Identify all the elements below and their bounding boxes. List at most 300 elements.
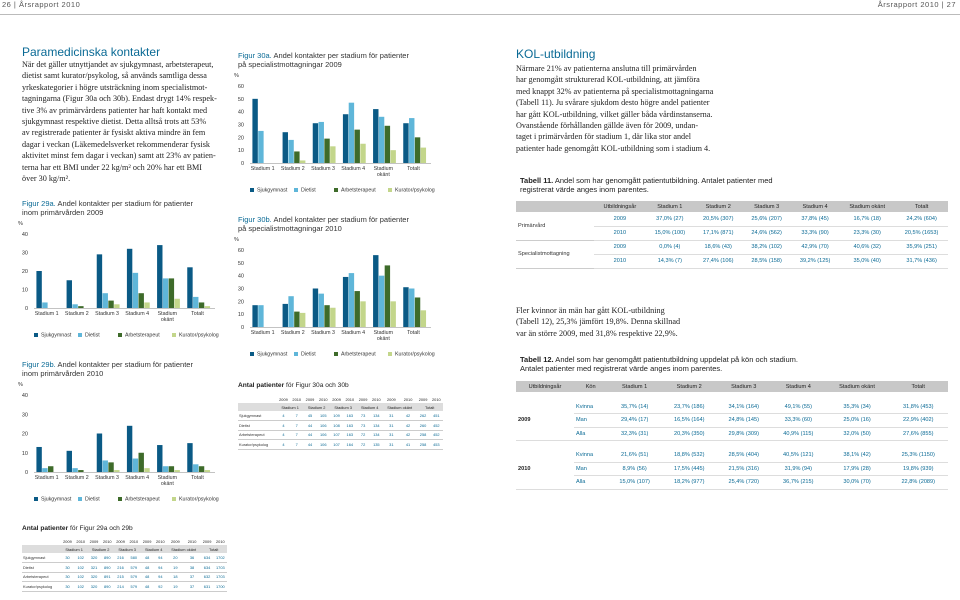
cell: 35,7% (14) <box>607 400 662 414</box>
y-tick-label: 0 <box>240 325 244 331</box>
legend-swatch <box>294 188 298 192</box>
year-header: 2010 <box>345 396 355 402</box>
table-row <box>22 563 227 573</box>
cell: 17,5% (445) <box>662 462 717 476</box>
y-tick-label: 30 <box>21 250 28 257</box>
row-label: Sjukgymnast <box>22 553 61 563</box>
text-line: terna har ett BMI under 22 kg/m² och 20% har ett BMI <box>22 162 203 172</box>
text-line: dagar i veckan (Läkemedelsverket rekommenderar fysisk <box>22 139 211 149</box>
column-header: Stadium 4 <box>771 381 826 392</box>
bar-arbetsterapeut <box>415 297 420 327</box>
bar-dietist <box>133 273 138 308</box>
bar-sjukgymnast <box>403 287 408 327</box>
cell: 102 <box>74 553 87 563</box>
cell: 632 <box>200 572 213 582</box>
cell: 7 <box>290 430 303 440</box>
year-cell: 2009 <box>594 240 645 254</box>
bar-arbetsterapeut <box>78 306 83 308</box>
legend-label: Kurator/psykolog <box>179 332 219 339</box>
year-header: 2009 <box>358 396 368 402</box>
legend-swatch <box>334 188 338 192</box>
column-header: Stadium 1 <box>61 545 88 553</box>
column-header: Stadium 4 <box>356 403 383 411</box>
kon-cell: Alla <box>574 476 607 490</box>
bar-dietist <box>349 103 354 163</box>
table-row <box>22 582 227 592</box>
legend-swatch <box>78 497 82 501</box>
count29-title: Antal patienter för Figur 29a och 29b <box>22 525 133 532</box>
cell: 579 <box>127 582 140 592</box>
table-row <box>516 476 948 490</box>
bar-sjukgymnast <box>343 114 348 163</box>
column-header: Stadium 3 <box>742 201 790 212</box>
cell: 890 <box>101 582 114 592</box>
column-header: Stadium 2 <box>694 201 742 212</box>
year-header: 2010 <box>102 538 112 544</box>
legend-swatch <box>118 497 122 501</box>
year-header: 2010 <box>432 396 441 402</box>
x-tick-label: Stadium 4 <box>125 311 150 317</box>
year-cell: 2009 <box>516 400 574 441</box>
year-header: 2009 <box>63 538 72 544</box>
bar-dietist <box>379 117 384 163</box>
column-header: Totalt <box>200 545 227 553</box>
cell: 20,5% (307) <box>694 212 742 226</box>
column-header: Totalt <box>416 403 443 411</box>
cell: 32,3% (31) <box>607 427 662 441</box>
x-tick-label: Stadium 1 <box>34 311 59 317</box>
cell: 73 <box>356 411 369 421</box>
y-tick-label: 10 <box>237 148 244 155</box>
bar-sjukgymnast <box>97 434 102 473</box>
legend-label: Arbetsterapeut <box>125 496 160 503</box>
cell: 134 <box>370 421 383 431</box>
cell: 40,5% (121) <box>771 449 826 463</box>
text-line: sjukgymnast respektive dietist. Detta alltså trots att 53% <box>22 117 207 127</box>
y-tick-label: 10 <box>21 287 28 294</box>
cell: 1703 <box>214 563 227 573</box>
cell: 72 <box>356 430 369 440</box>
year-header: 2009 <box>142 538 152 544</box>
table-row <box>238 440 443 450</box>
cell: 48 <box>140 572 153 582</box>
header-rule <box>0 14 960 15</box>
bar-sjukgymnast <box>36 447 41 472</box>
y-axis-label: % <box>18 221 23 227</box>
x-tick-label: Stadium 4 <box>341 166 366 172</box>
cell: 106 <box>317 440 330 450</box>
bar-kuratorpsykolog <box>144 302 149 308</box>
text-line: När det gäller utnyttjandet av sjukgymnast, arbetsterapeut, <box>22 60 214 69</box>
cell: 108 <box>330 421 343 431</box>
kon-cell: Man <box>574 414 607 428</box>
cell: 31 <box>383 411 400 421</box>
legend-label: Arbetsterapeut <box>341 351 376 358</box>
cell: 579 <box>127 563 140 573</box>
bar-dietist <box>409 118 414 163</box>
column-header: Stadium 2 <box>87 545 114 553</box>
cell: 453 <box>430 440 443 450</box>
cell: 163 <box>343 411 356 421</box>
table12-label: Tabell 12. <box>520 355 554 364</box>
bar-dietist <box>72 304 77 308</box>
year-cell: 2010 <box>594 226 645 240</box>
bar-dietist <box>319 122 324 163</box>
x-tick-label: okänt <box>160 317 174 323</box>
cell: 258 <box>416 440 429 450</box>
y-tick-label: 40 <box>21 232 28 238</box>
bar-kuratorpsykolog <box>144 468 149 472</box>
x-tick-label: Stadium 3 <box>311 330 335 336</box>
fig29b-chart <box>18 381 233 509</box>
text-line: av registrerade patienter är fysiskt aktiva mindre än fem <box>22 128 206 138</box>
year-header: 2009 <box>387 396 396 402</box>
text-line: har genomgått strukturerad KOL-utbildning, att jämföra <box>516 75 700 85</box>
column-header: Stadium 2 <box>303 403 330 411</box>
legend-swatch <box>172 497 176 501</box>
legend-swatch <box>294 352 298 356</box>
cell: 22,9% (402) <box>888 414 948 428</box>
fig29a-chart <box>18 220 233 345</box>
text-line: (Tabell 11). Ju svårare sjukdom desto högre andel patienter <box>516 98 710 108</box>
legend-swatch <box>78 333 82 337</box>
bar-kuratorpsykolog <box>421 148 426 163</box>
column-header: Stadium okänt <box>826 381 889 392</box>
cell: 42 <box>400 421 417 431</box>
cell: 40,6% (32) <box>839 240 895 254</box>
year-row <box>238 395 443 403</box>
bar-kuratorpsykolog <box>390 301 395 327</box>
legend-swatch <box>388 352 392 356</box>
y-axis-label: % <box>18 382 23 388</box>
table-row <box>238 411 443 421</box>
x-tick-label: Stadium <box>157 311 178 317</box>
cell: 891 <box>101 572 114 582</box>
x-tick-label: Stadium 4 <box>341 330 366 336</box>
bar-sjukgymnast <box>343 277 348 327</box>
group-label: Primärvård <box>516 212 594 240</box>
y-tick-label: 20 <box>237 299 244 306</box>
cell: 94 <box>154 553 167 563</box>
bar-sjukgymnast <box>252 99 257 163</box>
x-tick-label: Stadium 3 <box>311 166 335 172</box>
kon-cell: Man <box>574 462 607 476</box>
bar-dietist <box>319 294 324 327</box>
cell: 20 <box>167 553 184 563</box>
legend-swatch <box>250 188 254 192</box>
cell: 7 <box>290 411 303 421</box>
text-line: (Tabell 12), 25,3% jämfört 19,8%. Denna skillnad <box>516 317 681 327</box>
column-header: Stadium 3 <box>716 381 771 392</box>
cell: 31,8% (453) <box>888 400 948 414</box>
bar-sjukgymnast <box>283 304 288 327</box>
cell: 19,8% (939) <box>888 462 948 476</box>
cell: 25,0% (16) <box>826 414 889 428</box>
table11 <box>516 201 948 269</box>
legend-swatch <box>34 333 38 337</box>
row-label: Dietist <box>238 421 277 431</box>
cell: 32,0% (50) <box>826 427 889 441</box>
bar-dietist <box>103 293 108 308</box>
column-header: Stadium okänt <box>839 201 895 212</box>
bar-arbetsterapeut <box>139 453 144 472</box>
cell: 31 <box>383 430 400 440</box>
page-header-left: 26 | Årsrapport 2010 <box>2 0 81 9</box>
cell: 18 <box>167 572 184 582</box>
cell: 23,7% (186) <box>662 400 717 414</box>
bar-sjukgymnast <box>157 445 162 472</box>
year-header: 2010 <box>403 396 413 402</box>
year-header: 2009 <box>418 396 428 402</box>
year-cell: 2010 <box>594 254 645 268</box>
x-tick-label: Stadium 3 <box>95 475 119 481</box>
cell: 29,8% (309) <box>716 427 771 441</box>
cell: 30 <box>61 553 74 563</box>
cell: 102 <box>74 572 87 582</box>
bar-arbetsterapeut <box>199 466 204 472</box>
cell: 25,6% (207) <box>742 212 790 226</box>
table-row <box>238 421 443 431</box>
cell: 18,8% (532) <box>662 449 717 463</box>
year-header: 2009 <box>171 538 180 544</box>
bar-kuratorpsykolog <box>205 306 210 308</box>
cell: 164 <box>343 440 356 450</box>
legend-label: Arbetsterapeut <box>341 187 376 194</box>
table-row <box>516 449 948 463</box>
x-tick-label: Stadium 2 <box>64 475 89 481</box>
x-tick-label: okänt <box>376 172 390 178</box>
y-tick-label: 40 <box>237 109 244 116</box>
legend-label: Arbetsterapeut <box>125 332 160 339</box>
column-header-row <box>22 545 227 553</box>
table11-title: Tabell 11. Andel som har genomgått patientutbildning. Antalet patienter med registrerat värde anges inom parentes. <box>520 176 773 195</box>
table-row <box>516 427 948 441</box>
year-header: 2010 <box>156 538 165 544</box>
row-label: Kurator/psykolog <box>238 440 277 450</box>
cell: 18,2% (977) <box>662 476 717 490</box>
bar-dietist <box>163 278 168 308</box>
bar-dietist <box>288 296 293 327</box>
bar-arbetsterapeut <box>324 139 329 163</box>
cell: 451 <box>430 411 443 421</box>
year-header: 2009 <box>202 538 212 544</box>
count30-table <box>238 395 443 450</box>
cell: 33,3% (90) <box>791 226 839 240</box>
cell: 44 <box>303 421 316 431</box>
x-tick-label: Stadium <box>373 330 394 336</box>
text-line: var än större 2009, med 31,8% respektive 22,9%. <box>516 328 678 338</box>
year-header: 2010 <box>76 538 86 544</box>
column-header: Totalt <box>895 201 948 212</box>
cell: 19 <box>167 582 184 592</box>
cell: 37 <box>184 582 201 592</box>
cell: 0,0% (4) <box>646 240 694 254</box>
cell: 42 <box>400 430 417 440</box>
y-tick-label: 30 <box>21 412 28 419</box>
kol-paragraph-1 <box>516 63 761 154</box>
cell: 24,8% (145) <box>716 414 771 428</box>
y-tick-label: 60 <box>237 248 244 254</box>
bar-sjukgymnast <box>97 254 102 308</box>
cell: 38,1% (42) <box>826 449 889 463</box>
cell: 106 <box>317 430 330 440</box>
bar-arbetsterapeut <box>324 305 329 327</box>
year-header: 2009 <box>279 396 288 402</box>
cell: 37,0% (27) <box>646 212 694 226</box>
table12-title: Tabell 12. Andel som har genomgått patientutbildning uppdelat på kön och stadium. Antalet patienter med registrerat värde anges inom parentes. <box>520 355 798 374</box>
bar-dietist <box>349 273 354 327</box>
x-tick-label: Stadium 2 <box>64 311 89 317</box>
fig29b-label: Figur 29b. <box>22 360 56 369</box>
text-line: aktivitet minst fem dagar i veckan) samt att 23% av patien- <box>22 151 216 161</box>
cell: 30,0% (70) <box>826 476 889 490</box>
bar-dietist <box>193 464 198 472</box>
y-tick-label: 20 <box>21 269 28 275</box>
cell: 4 <box>277 430 290 440</box>
cell: 21,5% (316) <box>716 462 771 476</box>
kol-paragraph-2 <box>516 305 761 339</box>
cell: 109 <box>330 411 343 421</box>
bar-dietist <box>288 140 293 163</box>
table-row <box>516 462 948 476</box>
bar-sjukgymnast <box>157 245 162 308</box>
bar-dietist <box>163 466 168 472</box>
text-line: Närmare 21% av patienterna anslutna till primärvården <box>516 64 697 73</box>
text-line: har gått KOL-utbildning, vilket gäller båda vårdinstanserna. <box>516 109 713 119</box>
text-line: dietist samt kurator/psykolog, så används samtliga dessa <box>22 71 207 81</box>
y-tick-label: 50 <box>237 260 244 267</box>
cell: 36 <box>184 553 201 563</box>
cell: 4 <box>277 440 290 450</box>
bar-dietist <box>258 305 263 327</box>
year-header: 2010 <box>318 396 328 402</box>
y-axis-label: % <box>234 237 239 243</box>
y-tick-label: 10 <box>21 450 28 457</box>
legend-swatch <box>250 352 254 356</box>
x-tick-label: Stadium <box>157 475 178 481</box>
cell: 28,5% (404) <box>716 449 771 463</box>
bar-dietist <box>42 302 47 308</box>
cell: 94 <box>154 563 167 573</box>
page-header-right: Årsrapport 2010 | 27 <box>877 0 956 9</box>
y-tick-label: 30 <box>237 286 244 293</box>
legend-label: Sjukgymnast <box>41 496 72 503</box>
section-title-paramedicinska: Paramedicinska kontakter <box>22 45 161 59</box>
year-header: 2009 <box>89 538 99 544</box>
cell: 214 <box>114 582 127 592</box>
cell: 4 <box>277 421 290 431</box>
x-tick-label: Stadium 4 <box>125 475 150 481</box>
bar-arbetsterapeut <box>169 278 174 308</box>
x-tick-label: Totalt <box>407 166 420 172</box>
cell: 631 <box>200 582 213 592</box>
legend-swatch <box>388 188 392 192</box>
section-title-kol: KOL-utbildning <box>516 47 596 61</box>
bar-kuratorpsykolog <box>300 313 305 327</box>
text-line: över 30 kg/m². <box>22 174 71 184</box>
year-header: 2010 <box>292 396 302 402</box>
bar-dietist <box>258 131 263 163</box>
cell: 107 <box>330 430 343 440</box>
cell: 42 <box>400 411 417 421</box>
y-tick-label: 20 <box>237 135 244 142</box>
y-tick-label: 30 <box>237 122 244 129</box>
bar-kuratorpsykolog <box>114 470 119 472</box>
fig30a-label: Figur 30a. <box>238 51 272 60</box>
cell: 31,9% (94) <box>771 462 826 476</box>
bar-sjukgymnast <box>403 123 408 163</box>
cell: 1700 <box>214 582 227 592</box>
cell: 30 <box>61 572 74 582</box>
cell: 320 <box>87 572 100 582</box>
cell: 39,2% (125) <box>791 254 839 268</box>
year-header: 2010 <box>187 538 197 544</box>
bar-arbetsterapeut <box>169 466 174 472</box>
y-tick-label: 10 <box>237 312 244 319</box>
bar-arbetsterapeut <box>294 312 299 327</box>
bar-arbetsterapeut <box>355 130 360 163</box>
legend-label: Sjukgymnast <box>41 332 72 339</box>
cell: 22,8% (2089) <box>888 476 948 490</box>
year-header: 2009 <box>305 396 315 402</box>
bar-kuratorpsykolog <box>360 144 365 163</box>
table11-label: Tabell 11. <box>520 176 554 185</box>
cell: 890 <box>101 553 114 563</box>
cell: 102 <box>74 563 87 573</box>
fig30a-title: Figur 30a. Andel kontakter per stadium för patienter på specialistmottagningar 2009 <box>238 51 409 70</box>
kon-cell: Kvinna <box>574 449 607 463</box>
bar-sjukgymnast <box>127 249 132 308</box>
cell: 48 <box>140 582 153 592</box>
cell: 135 <box>370 440 383 450</box>
table-row <box>516 400 948 414</box>
x-tick-label: Stadium 1 <box>34 475 59 481</box>
bar-kuratorpsykolog <box>390 150 395 163</box>
bar-dietist <box>72 468 77 472</box>
bar-arbetsterapeut <box>385 265 390 327</box>
count29-table <box>22 537 227 592</box>
bar-arbetsterapeut <box>139 293 144 308</box>
cell: 452 <box>430 421 443 431</box>
fig29b-title: Figur 29b. Andel kontakter per stadium för patienter inom primärvården 2010 <box>22 360 193 379</box>
bar-kuratorpsykolog <box>360 301 365 327</box>
legend-label: Kurator/psykolog <box>395 187 435 194</box>
fig30a-chart <box>234 72 449 200</box>
y-tick-label: 40 <box>21 393 28 399</box>
count30-title: Antal patienter för Figur 30a och 30b <box>238 382 349 389</box>
column-header: Stadium 2 <box>662 381 717 392</box>
column-header: Totalt <box>888 381 948 392</box>
cell: 35,9% (251) <box>895 240 948 254</box>
table12 <box>516 381 948 490</box>
bar-arbetsterapeut <box>385 126 390 163</box>
cell: 21,6% (51) <box>607 449 662 463</box>
year-header: 2010 <box>216 538 225 544</box>
cell: 14,3% (7) <box>646 254 694 268</box>
table-row <box>238 430 443 440</box>
row-label: Sjukgymnast <box>238 411 277 421</box>
cell: 320 <box>87 553 100 563</box>
spacer-row <box>516 441 948 449</box>
cell: 94 <box>154 572 167 582</box>
year-cell: 2009 <box>594 212 645 226</box>
cell: 28,5% (158) <box>742 254 790 268</box>
text-line: med knappt 32% av patienterna på specialistmottagningarna <box>516 86 714 96</box>
x-tick-label: Stadium 1 <box>250 330 275 336</box>
group-label: Specialistmottagning <box>516 240 594 268</box>
bar-sjukgymnast <box>373 109 378 163</box>
row-label: Kurator/psykolog <box>22 582 61 592</box>
